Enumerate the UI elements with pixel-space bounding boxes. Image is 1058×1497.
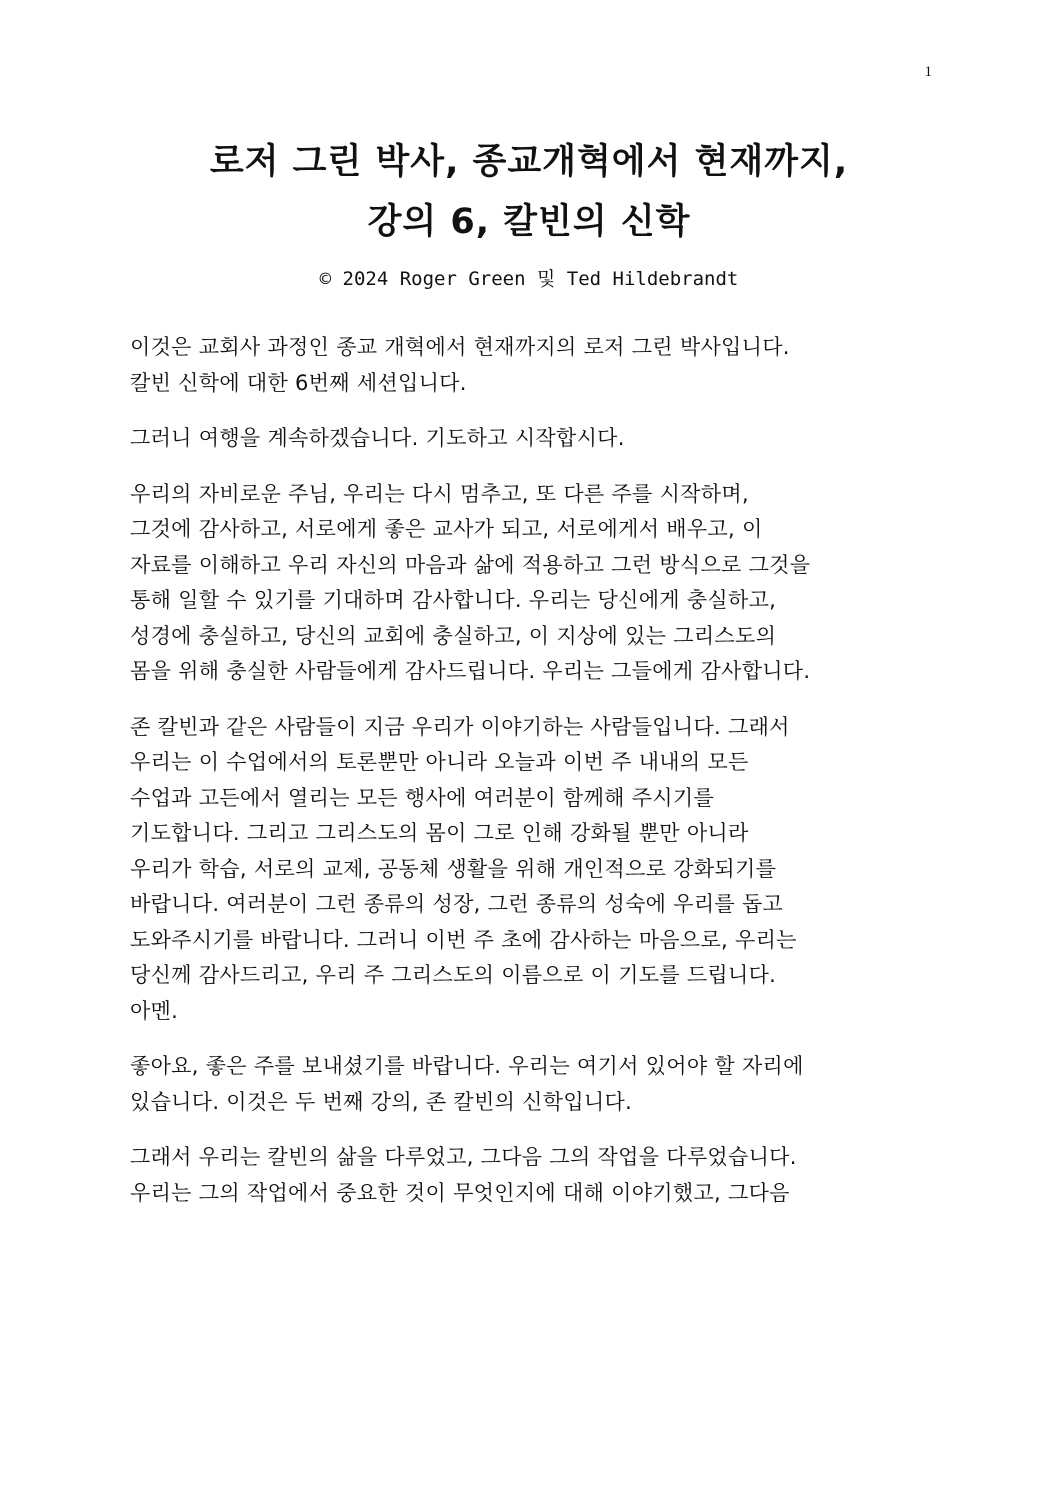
text-line: 칼빈 신학에 대한 6번째 세션입니다. (130, 370, 467, 395)
text-line: 우리의 자비로운 주님, 우리는 다시 멈추고, 또 다른 주를 시작하며, (130, 481, 749, 506)
paragraph (130, 1140, 930, 1211)
text-line: 아멘. (130, 998, 179, 1023)
text-line: 기도합니다. 그리고 그리스도의 몸이 그로 인해 강화될 뿐만 아니라 (130, 821, 749, 845)
text-line: 수업과 고든에서 열리는 모든 행사에 여러분이 함께해 주시기를 (130, 785, 715, 810)
text-line: 우리는 이 수업에서의 토론뿐만 아니라 오늘과 이번 주 내내의 모든 (130, 750, 749, 774)
paragraph (130, 710, 930, 1030)
text-line: 자료를 이해하고 우리 자신의 마음과 삶에 적용하고 그런 방식으로 그것을 (130, 552, 811, 577)
title-line-1: 로저 그린 박사, 종교개혁에서 현재까지, (209, 142, 849, 182)
body-text (130, 330, 930, 1231)
paragraph (130, 477, 930, 690)
copyright-notice: © 2024 Roger Green 및 Ted Hildebrandt (319, 268, 739, 290)
text-line: 우리가 학습, 서로의 교제, 공동체 생활을 위해 개인적으로 강화되기를 (130, 856, 777, 881)
text-line: 있습니다. 이것은 두 번째 강의, 존 칼빈의 신학입니다. (130, 1089, 633, 1114)
page-number: 1 (924, 64, 932, 80)
paragraph (130, 330, 930, 401)
document-title (80, 132, 978, 252)
text-line: 그래서 우리는 칼빈의 삶을 다루었고, 그다음 그의 작업을 다루었습니다. (130, 1145, 797, 1169)
title-line-2: 강의 6, 칼빈의 신학 (367, 202, 691, 242)
text-line: 성경에 충실하고, 당신의 교회에 충실하고, 이 지상에 있는 그리스도의 (130, 623, 777, 648)
text-line: 몸을 위해 충실한 사람들에게 감사드립니다. 우리는 그들에게 감사합니다. (130, 659, 811, 683)
text-line: 우리는 그의 작업에서 중요한 것이 무엇인지에 대해 이야기했고, 그다음 (130, 1180, 790, 1205)
text-line: 존 칼빈과 같은 사람들이 지금 우리가 이야기하는 사람들입니다. 그래서 (130, 714, 790, 739)
text-line: 그것에 감사하고, 서로에게 좋은 교사가 되고, 서로에게서 배우고, 이 (130, 517, 763, 541)
text-line: 좋아요, 좋은 주를 보내셨기를 바랍니다. 우리는 여기서 있어야 할 자리에 (130, 1054, 804, 1078)
text-line: 그러니 여행을 계속하겠습니다. 기도하고 시작합시다. (130, 426, 625, 450)
text-line: 당신께 감사드리고, 우리 주 그리스도의 이름으로 이 기도를 드립니다. (130, 963, 777, 987)
text-line: 바랍니다. 여러분이 그런 종류의 성장, 그런 종류의 성숙에 우리를 돕고 (130, 892, 784, 916)
text-line: 통해 일할 수 있기를 기대하며 감사합니다. 우리는 당신에게 충실하고, (130, 588, 777, 612)
paragraph (130, 421, 930, 457)
text-line: 이것은 교회사 과정인 종교 개혁에서 현재까지의 로저 그린 박사입니다. (130, 335, 790, 359)
text-line: 도와주시기를 바랍니다. 그러니 이번 주 초에 감사하는 마음으로, 우리는 (130, 927, 797, 952)
paragraph (130, 1049, 930, 1120)
